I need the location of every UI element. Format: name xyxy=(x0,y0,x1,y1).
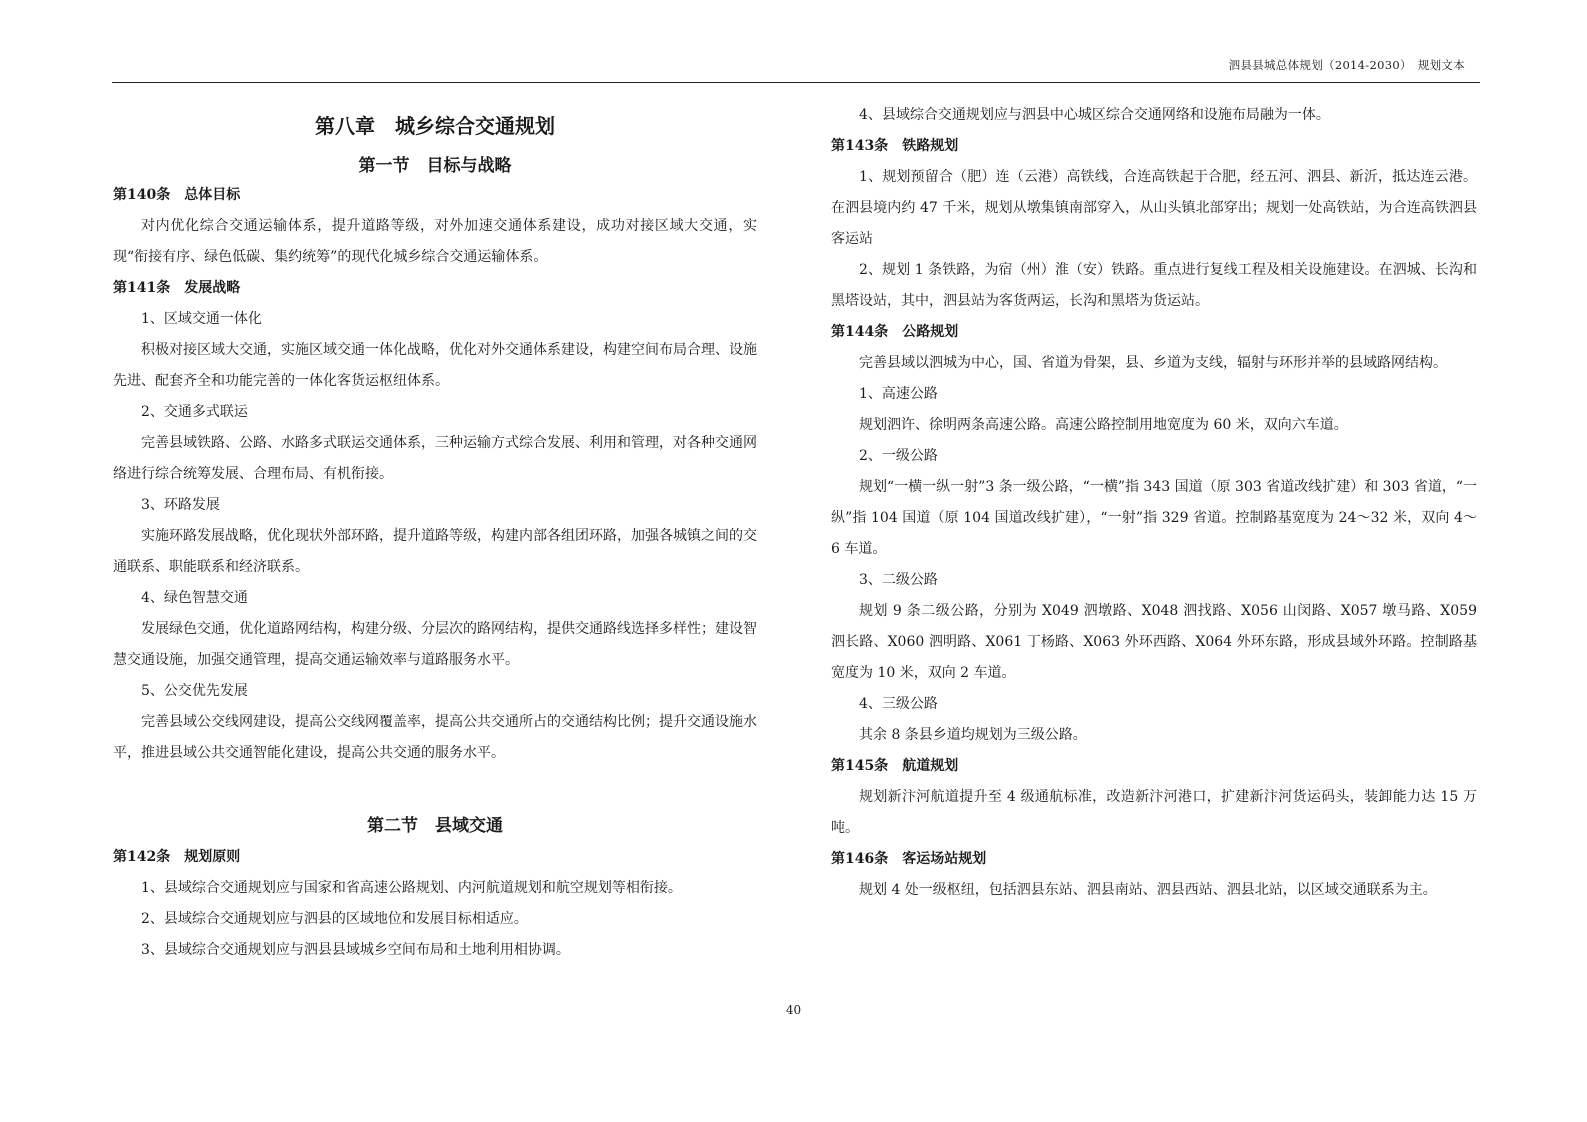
paragraph: 3、环路发展 xyxy=(141,497,220,513)
section-title-1: 第一节 目标与战略 xyxy=(358,156,512,176)
paragraph: 4、三级公路 xyxy=(859,696,938,712)
paragraph: 2、交通多式联运 xyxy=(141,404,248,420)
article-142-heading: 第142条 规划原则 xyxy=(113,849,241,865)
paragraph: 规划“一横一纵一射”3 条一级公路，“一横”指 343 国道（原 303 省道改线扩建）和 303 省道，“一纵”指 104 国道（原 104 国道改线扩建），“一射”指 329 省道。控制路基宽度为 24～32 米，双向 4～6 车道。 xyxy=(831,479,1478,557)
article-146-heading: 第146条 客运场站规划 xyxy=(831,851,987,867)
paragraph: 3、县域综合交通规划应与泗县县域城乡空间布局和土地利用相协调。 xyxy=(141,942,570,958)
article-143-heading: 第143条 铁路规划 xyxy=(831,138,959,154)
paragraph: 2、县域综合交通规划应与泗县的区域地位和发展目标相适应。 xyxy=(141,911,528,927)
article-141-body xyxy=(113,304,757,769)
paragraph: 规划 4 处一级枢纽，包括泗县东站、泗县南站、泗县西站、泗县北站，以区域交通联系为主。 xyxy=(859,882,1437,898)
paragraph: 完善县域以泗城为中心，国、省道为骨架，县、乡道为支线，辐射与环形并举的县域路网结构。 xyxy=(859,355,1447,371)
paragraph: 规划 9 条二级公路，分别为 X049 泗墩路、X048 泗找路、X056 山闵路、X057 墩马路、X059 泗长路、X060 泗明路、X061 丁杨路、X063 外环西路、X064 外环东路，形成县域外环路。控制路基宽度为 10 米，双向 2 车道。 xyxy=(831,603,1477,681)
header-rule xyxy=(112,82,1480,83)
paragraph: 完善县域公交线网建设，提高公交线网覆盖率，提高公共交通所占的交通结构比例；提升交通设施水平，推进县域公共交通智能化建设，提高公共交通的服务水平。 xyxy=(113,714,757,761)
left-column xyxy=(113,100,757,966)
chapter-title: 第八章 城乡综合交通规划 xyxy=(315,114,555,138)
article-145-heading: 第145条 航道规划 xyxy=(831,758,959,774)
paragraph: 5、公交优先发展 xyxy=(141,683,248,699)
paragraph: 4、绿色智慧交通 xyxy=(141,590,248,606)
paragraph: 其余 8 条县乡道均规划为三级公路。 xyxy=(859,727,1087,743)
paragraph: 3、二级公路 xyxy=(859,572,938,588)
paragraph: 1、县域综合交通规划应与国家和省高速公路规划、内河航道规划和航空规划等相衔接。 xyxy=(141,880,682,896)
article-143-body xyxy=(831,162,1477,317)
paragraph: 2、规划 1 条铁路，为宿（州）淮（安）铁路。重点进行复线工程及相关设施建设。在泗城、长沟和黑塔设站，其中，泗县站为客货两运，长沟和黑塔为货运站。 xyxy=(831,262,1477,309)
section-title-2: 第二节 县域交通 xyxy=(367,816,503,836)
paragraph: 4、县域综合交通规划应与泗县中心城区综合交通网络和设施布局融为一体。 xyxy=(859,107,1330,123)
paragraph: 积极对接区域大交通，实施区域交通一体化战略，优化对外交通体系建设，构建空间布局合理、设施先进、配套齐全和功能完善的一体化客货运枢纽体系。 xyxy=(113,342,757,389)
paragraph: 1、规划预留合（肥）连（云港）高铁线，合连高铁起于合肥，经五河、泗县、新沂，抵达连云港。在泗县境内约 47 千米，规划从墩集镇南部穿入，从山头镇北部穿出；规划一处高铁站，为合连高铁泗县客运站 xyxy=(831,169,1477,247)
article-144-heading: 第144条 公路规划 xyxy=(831,324,959,340)
paragraph: 发展绿色交通，优化道路网结构，构建分级、分层次的路网结构，提供交通路线选择多样性；建设智慧交通设施，加强交通管理，提高交通运输效率与道路服务水平。 xyxy=(113,621,757,668)
right-column xyxy=(831,100,1477,906)
article-140-body xyxy=(113,211,757,273)
article-142-body xyxy=(113,873,757,966)
paragraph: 规划泗许、徐明两条高速公路。高速公路控制用地宽度为 60 米，双向六车道。 xyxy=(859,417,1348,433)
document-header-title: 泗县县城总体规划（2014-2030） 规划文本 xyxy=(1228,58,1465,72)
article-140-heading: 第140条 总体目标 xyxy=(113,187,241,203)
paragraph: 1、高速公路 xyxy=(859,386,938,402)
page-number: 40 xyxy=(785,1003,802,1017)
paragraph: 2、一级公路 xyxy=(859,448,938,464)
paragraph: 规划新汴河航道提升至 4 级通航标准，改造新汴河港口，扩建新汴河货运码头，装卸能力达 15 万吨。 xyxy=(831,789,1477,836)
article-146-body xyxy=(831,875,1477,906)
article-144-body xyxy=(831,348,1477,751)
paragraph: 1、区域交通一体化 xyxy=(141,311,262,327)
article-145-body xyxy=(831,782,1477,844)
article-142-continued xyxy=(831,100,1477,131)
paragraph: 完善县域铁路、公路、水路多式联运交通体系，三种运输方式综合发展、利用和管理，对各种交通网络进行综合统筹发展、合理布局、有机衔接。 xyxy=(113,435,757,482)
paragraph: 实施环路发展战略，优化现状外部环路，提升道路等级，构建内部各组团环路，加强各城镇之间的交通联系、职能联系和经济联系。 xyxy=(113,528,757,575)
article-141-heading: 第141条 发展战略 xyxy=(113,280,241,296)
paragraph: 对内优化综合交通运输体系，提升道路等级，对外加速交通体系建设，成功对接区域大交通，实现“衔接有序、绿色低碳、集约统筹”的现代化城乡综合交通运输体系。 xyxy=(113,218,757,265)
